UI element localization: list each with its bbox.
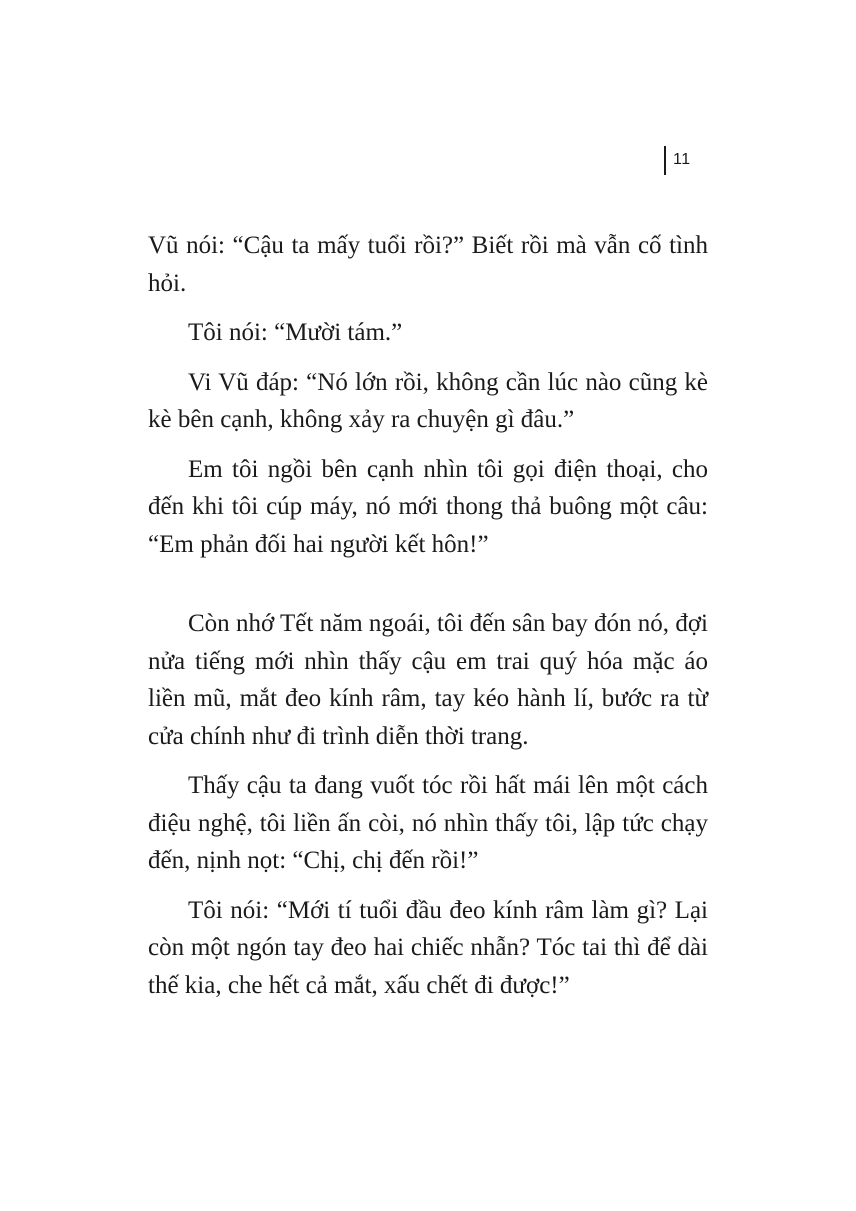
paragraph: Thấy cậu ta đang vuốt tóc rồi hất mái lên một cách điệu nghệ, tôi liền ấn còi, nó nhìn thấy tôi, lập tức chạy đến, nịnh nọt: “Chị, chị đến rồi!” [148, 772, 708, 874]
paragraph: Vũ nói: “Cậu ta mấy tuổi rồi?” Biết rồi mà vẫn cố tình hỏi. [148, 232, 708, 297]
paragraph: Còn nhớ Tết năm ngoái, tôi đến sân bay đón nó, đợi nửa tiếng mới nhìn thấy cậu em trai quý hóa mặc áo liền mũ, mắt đeo kính râm, tay kéo hành lí, bước ra từ cửa chính như đi trình diễn thời trang. [148, 610, 708, 750]
paragraph: Em tôi ngồi bên cạnh nhìn tôi gọi điện thoại, cho đến khi tôi cúp máy, nó mới thong thả buông một câu: “Em phản đối hai người kết hôn!” [148, 455, 708, 558]
body-text [148, 227, 708, 1016]
page-number-rule [664, 146, 666, 175]
paragraph: Tôi nói: “Mười tám.” [188, 319, 403, 346]
page-header [664, 145, 691, 175]
paragraph: Tôi nói: “Mới tí tuổi đầu đeo kính râm làm gì? Lại còn một ngón tay đeo hai chiếc nhẫn? Tóc tai thì để dài thế kia, che hết cả mắt, xấu chết đi được!” [148, 896, 708, 999]
paragraph: Vi Vũ đáp: “Nó lớn rồi, không cần lúc nào cũng kè kè bên cạnh, không xảy ra chuyện gì đâu.” [148, 368, 708, 433]
page-number: 11 [673, 151, 691, 168]
